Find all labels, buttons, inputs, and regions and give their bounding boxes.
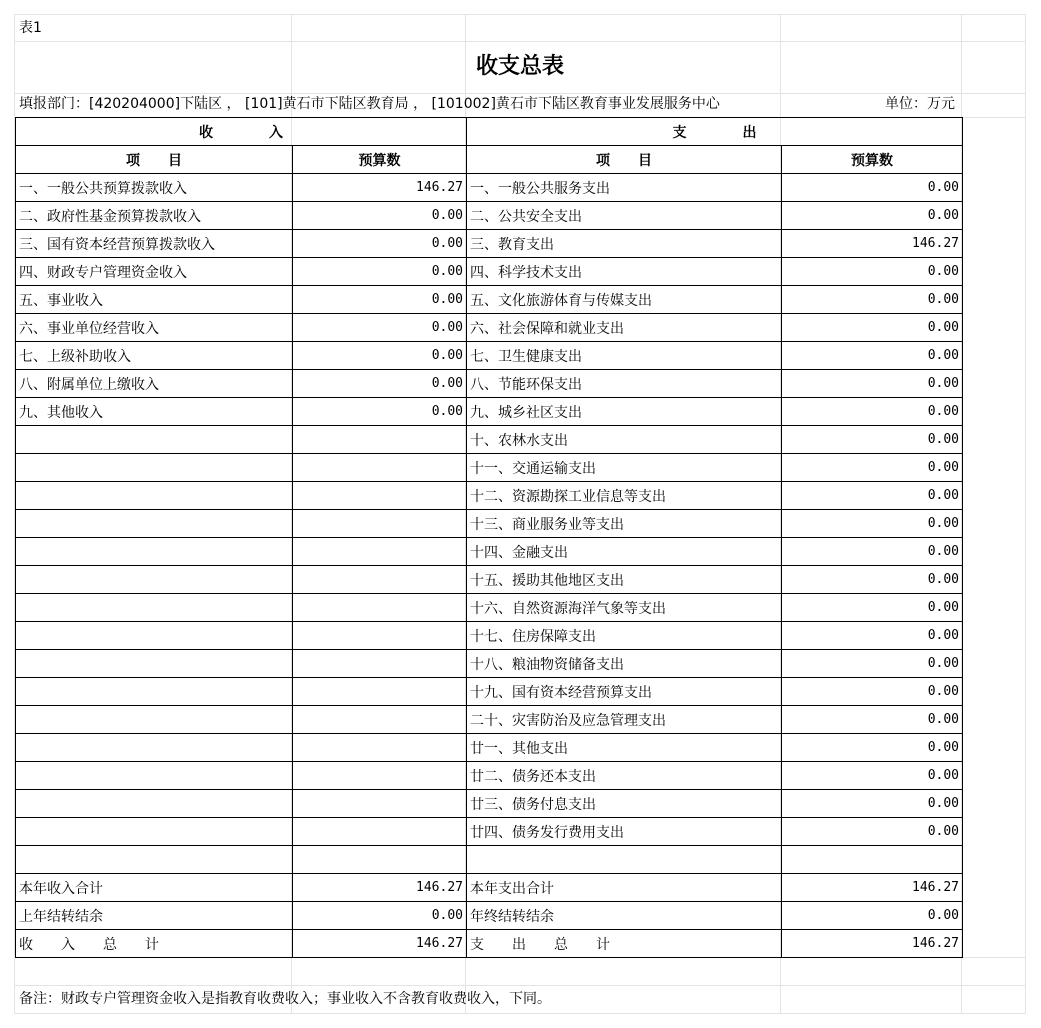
expense-value-cell: 0.00 [782, 678, 963, 706]
table-row [16, 594, 963, 622]
expense-item-cell: 一、一般公共服务支出 [467, 174, 782, 202]
expense-item-cell: 六、社会保障和就业支出 [467, 314, 782, 342]
expense-value-cell: 0.00 [782, 454, 963, 482]
column-header-row [16, 146, 963, 174]
income-item-cell: 上年结转结余 [16, 902, 293, 930]
income-value-cell: 0.00 [293, 230, 467, 258]
income-item-cell [16, 510, 293, 538]
income-item-cell [16, 818, 293, 846]
table-row [16, 370, 963, 398]
expense-item-cell: 十六、自然资源海洋气象等支出 [467, 594, 782, 622]
income-item-cell [16, 566, 293, 594]
table-row [16, 678, 963, 706]
expense-value-cell: 146.27 [782, 874, 963, 902]
expense-item-cell: 七、卫生健康支出 [467, 342, 782, 370]
expense-value-cell: 0.00 [782, 762, 963, 790]
expense-value-cell: 146.27 [782, 930, 963, 958]
expense-item-cell: 二十、灾害防治及应急管理支出 [467, 706, 782, 734]
expense-item-cell: 十二、资源勘探工业信息等支出 [467, 482, 782, 510]
income-value-cell: 0.00 [293, 314, 467, 342]
income-value-cell [293, 846, 467, 874]
table-row [16, 510, 963, 538]
income-value-cell [293, 426, 467, 454]
expense-value-cell: 0.00 [782, 370, 963, 398]
income-item-cell [16, 622, 293, 650]
expense-item-cell: 十七、住房保障支出 [467, 622, 782, 650]
income-value-cell [293, 482, 467, 510]
expense-value-cell: 0.00 [782, 706, 963, 734]
expense-value-cell: 146.27 [782, 230, 963, 258]
department-info: 填报部门：[420204000]下陆区 ， [101]黄石市下陆区教育局 ， [101002]黄石市下陆区教育事业发展服务中心 [19, 96, 720, 112]
income-item-cell: 二、政府性基金预算拨款收入 [16, 202, 293, 230]
income-item-cell [16, 454, 293, 482]
income-item-cell [16, 846, 293, 874]
income-value-cell: 0.00 [293, 342, 467, 370]
income-item-cell: 三、国有资本经营预算拨款收入 [16, 230, 293, 258]
income-group-header: 收 入 [16, 118, 467, 146]
income-value-cell [293, 510, 467, 538]
expense-item-cell: 二、公共安全支出 [467, 202, 782, 230]
income-item-cell [16, 482, 293, 510]
income-item-cell [16, 426, 293, 454]
income-item-cell [16, 538, 293, 566]
income-value-cell [293, 538, 467, 566]
table-row [16, 258, 963, 286]
expense-item-cell: 本年支出合计 [467, 874, 782, 902]
income-item-cell [16, 734, 293, 762]
income-value-cell: 0.00 [293, 370, 467, 398]
sheet-label: 表1 [19, 20, 42, 36]
income-item-cell: 七、上级补助收入 [16, 342, 293, 370]
table-row [16, 342, 963, 370]
income-value-cell: 146.27 [293, 874, 467, 902]
table-row [16, 230, 963, 258]
income-item-cell: 一、一般公共预算拨款收入 [16, 174, 293, 202]
income-value-cell [293, 790, 467, 818]
table-row [16, 454, 963, 482]
expense-value-cell: 0.00 [782, 902, 963, 930]
expense-value-cell: 0.00 [782, 258, 963, 286]
table-row [16, 566, 963, 594]
income-value-cell [293, 622, 467, 650]
expense-item-cell: 廿三、债务付息支出 [467, 790, 782, 818]
table-row [16, 902, 963, 930]
expense-item-cell: 十三、商业服务业等支出 [467, 510, 782, 538]
income-value-cell [293, 734, 467, 762]
income-value-cell: 0.00 [293, 902, 467, 930]
income-value-cell [293, 566, 467, 594]
expense-item-cell: 廿一、其他支出 [467, 734, 782, 762]
income-value-cell: 0.00 [293, 286, 467, 314]
expense-item-cell: 十八、粮油物资储备支出 [467, 650, 782, 678]
expense-value-cell: 0.00 [782, 398, 963, 426]
income-item-header: 项 目 [16, 146, 293, 174]
expense-item-cell: 九、城乡社区支出 [467, 398, 782, 426]
income-value-cell: 0.00 [293, 398, 467, 426]
expense-item-header: 项 目 [467, 146, 782, 174]
expense-item-cell: 支 出 总 计 [467, 930, 782, 958]
income-value-cell: 0.00 [293, 258, 467, 286]
expense-item-cell [467, 846, 782, 874]
expense-group-header: 支 出 [467, 118, 963, 146]
income-item-cell: 八、附属单位上缴收入 [16, 370, 293, 398]
income-item-cell [16, 594, 293, 622]
expense-item-cell: 十四、金融支出 [467, 538, 782, 566]
income-value-cell [293, 594, 467, 622]
income-item-cell [16, 706, 293, 734]
income-item-cell: 收 入 总 计 [16, 930, 293, 958]
table-row [16, 426, 963, 454]
expense-value-cell: 0.00 [782, 818, 963, 846]
table-row [16, 706, 963, 734]
income-value-cell [293, 678, 467, 706]
income-item-cell [16, 790, 293, 818]
income-item-cell: 六、事业单位经营收入 [16, 314, 293, 342]
table-row [16, 482, 963, 510]
income-item-cell [16, 650, 293, 678]
income-item-cell: 五、事业收入 [16, 286, 293, 314]
expense-item-cell: 四、科学技术支出 [467, 258, 782, 286]
table-row [16, 538, 963, 566]
income-item-cell [16, 678, 293, 706]
income-item-cell: 四、财政专户管理资金收入 [16, 258, 293, 286]
group-header-row [16, 118, 963, 146]
expense-value-cell: 0.00 [782, 202, 963, 230]
income-value-cell: 146.27 [293, 174, 467, 202]
page-title: 收支总表 [475, 54, 564, 79]
expense-item-cell: 十九、国有资本经营预算支出 [467, 678, 782, 706]
budget-table [15, 117, 963, 958]
income-value-cell [293, 762, 467, 790]
expense-value-cell: 0.00 [782, 286, 963, 314]
income-value-cell [293, 650, 467, 678]
expense-item-cell: 十五、援助其他地区支出 [467, 566, 782, 594]
table-row [16, 930, 963, 958]
table-row [16, 398, 963, 426]
expense-value-cell: 0.00 [782, 314, 963, 342]
expense-value-cell [782, 846, 963, 874]
footnote: 备注：财政专户管理资金收入是指教育收费收入；事业收入不含教育收费收入，下同。 [19, 991, 551, 1007]
table-row [16, 314, 963, 342]
income-item-cell: 本年收入合计 [16, 874, 293, 902]
expense-item-cell: 十、农林水支出 [467, 426, 782, 454]
expense-item-cell: 年终结转结余 [467, 902, 782, 930]
expense-value-cell: 0.00 [782, 510, 963, 538]
table-row [16, 818, 963, 846]
expense-item-cell: 五、文化旅游体育与传媒支出 [467, 286, 782, 314]
expense-value-cell: 0.00 [782, 538, 963, 566]
grid-line [1025, 14, 1026, 1014]
expense-item-cell: 八、节能环保支出 [467, 370, 782, 398]
expense-item-cell: 廿四、债务发行费用支出 [467, 818, 782, 846]
income-value-cell [293, 706, 467, 734]
expense-item-cell: 十一、交通运输支出 [467, 454, 782, 482]
income-item-cell: 九、其他收入 [16, 398, 293, 426]
income-value-cell [293, 454, 467, 482]
budget-table-body [16, 118, 963, 958]
table-row [16, 650, 963, 678]
expense-value-cell: 0.00 [782, 790, 963, 818]
table-row [16, 174, 963, 202]
income-value-cell: 146.27 [293, 930, 467, 958]
expense-value-cell: 0.00 [782, 482, 963, 510]
expense-budget-header: 预算数 [782, 146, 963, 174]
table-row [16, 286, 963, 314]
table-row [16, 846, 963, 874]
expense-value-cell: 0.00 [782, 622, 963, 650]
grid-line [14, 14, 1026, 15]
unit-label: 单位：万元 [885, 96, 955, 112]
grid-line [14, 1013, 1026, 1014]
income-value-cell: 0.00 [293, 202, 467, 230]
table-row [16, 202, 963, 230]
expense-value-cell: 0.00 [782, 566, 963, 594]
expense-value-cell: 0.00 [782, 426, 963, 454]
table-row [16, 790, 963, 818]
expense-item-cell: 廿二、债务还本支出 [467, 762, 782, 790]
table-row [16, 874, 963, 902]
expense-value-cell: 0.00 [782, 594, 963, 622]
expense-value-cell: 0.00 [782, 174, 963, 202]
table-row [16, 762, 963, 790]
table-row [16, 622, 963, 650]
expense-item-cell: 三、教育支出 [467, 230, 782, 258]
income-item-cell [16, 762, 293, 790]
expense-value-cell: 0.00 [782, 734, 963, 762]
expense-value-cell: 0.00 [782, 342, 963, 370]
table-row [16, 734, 963, 762]
expense-value-cell: 0.00 [782, 650, 963, 678]
income-value-cell [293, 818, 467, 846]
income-budget-header: 预算数 [293, 146, 467, 174]
